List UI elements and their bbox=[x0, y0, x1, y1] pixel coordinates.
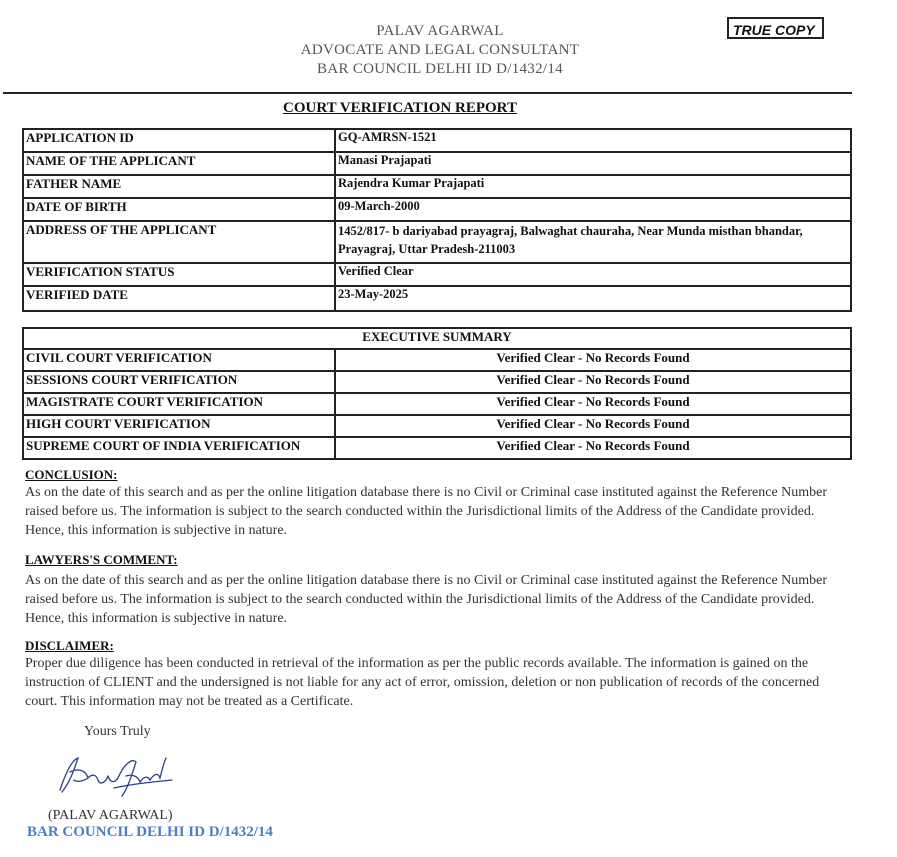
row-label: APPLICATION ID bbox=[23, 129, 335, 152]
table-row bbox=[23, 393, 851, 415]
row-label: HIGH COURT VERIFICATION bbox=[23, 415, 335, 437]
row-value: Manasi Prajapati bbox=[335, 152, 851, 175]
true-copy-stamp: TRUE COPY bbox=[727, 17, 824, 39]
signatory-bar-id: BAR COUNCIL DELHI ID D/1432/14 bbox=[27, 824, 273, 840]
summary-title: EXECUTIVE SUMMARY bbox=[23, 328, 851, 349]
table-row bbox=[23, 152, 851, 175]
row-label: SESSIONS COURT VERIFICATION bbox=[23, 371, 335, 393]
table-row bbox=[23, 198, 851, 221]
row-value: Verified Clear - No Records Found bbox=[335, 349, 851, 371]
row-value: Rajendra Kumar Prajapati bbox=[335, 175, 851, 198]
row-value: Verified Clear - No Records Found bbox=[335, 437, 851, 459]
table-row bbox=[23, 286, 851, 311]
applicant-details-table bbox=[22, 128, 852, 312]
row-value: Verified Clear - No Records Found bbox=[335, 415, 851, 437]
advocate-designation: ADVOCATE AND LEGAL CONSULTANT bbox=[300, 42, 580, 58]
report-title: COURT VERIFICATION REPORT bbox=[283, 100, 517, 116]
table-row bbox=[23, 263, 851, 286]
row-label: VERIFICATION STATUS bbox=[23, 263, 335, 286]
table-row bbox=[23, 175, 851, 198]
lawyers-comment-heading: LAWYERS'S COMMENT: bbox=[25, 552, 178, 567]
row-value: Verified Clear - No Records Found bbox=[335, 393, 851, 415]
table-row bbox=[23, 437, 851, 459]
table-row bbox=[23, 349, 851, 371]
row-label: DATE OF BIRTH bbox=[23, 198, 335, 221]
conclusion-heading: CONCLUSION: bbox=[25, 467, 118, 482]
row-label: SUPREME COURT OF INDIA VERIFICATION bbox=[23, 437, 335, 459]
row-value: Verified Clear - No Records Found bbox=[335, 371, 851, 393]
signatory-name: (PALAV AGARWAL) bbox=[48, 808, 173, 823]
executive-summary-table bbox=[22, 327, 852, 460]
handwritten-signature bbox=[52, 752, 182, 802]
row-label: VERIFIED DATE bbox=[23, 286, 335, 311]
row-label: CIVIL COURT VERIFICATION bbox=[23, 349, 335, 371]
row-value: 23-May-2025 bbox=[335, 286, 851, 311]
conclusion-text: As on the date of this search and as per the online litigation database there is no Civil or Criminal case instituted against the Reference Number raised before us. The information is subject to the search conducted within the Jurisdictional limits of the Address of the Candidate provided. Hence, this information is subjective in nature. bbox=[25, 485, 828, 538]
row-label: FATHER NAME bbox=[23, 175, 335, 198]
row-value: 09-March-2000 bbox=[335, 198, 851, 221]
row-label: NAME OF THE APPLICANT bbox=[23, 152, 335, 175]
closing-salutation: Yours Truly bbox=[84, 724, 151, 739]
table-row bbox=[23, 371, 851, 393]
row-value: 1452/817- b dariyabad prayagraj, Balwaghat chauraha, Near Munda misthan bhandar, Prayagraj, Uttar Pradesh-211003 bbox=[335, 221, 851, 263]
row-value: GQ-AMRSN-1521 bbox=[335, 129, 851, 152]
lawyers-comment-text: As on the date of this search and as per the online litigation database there is no Civil or Criminal case instituted against the Reference Number raised before us. The information is subject to the search conducted within the Jurisdictional limits of the Address of the Candidate provided. Hence, this information is subjective in nature. bbox=[25, 573, 828, 626]
advocate-name: PALAV AGARWAL bbox=[376, 23, 504, 39]
disclaimer-heading: DISCLAIMER: bbox=[25, 638, 114, 653]
row-label: MAGISTRATE COURT VERIFICATION bbox=[23, 393, 335, 415]
advocate-bar-id: BAR COUNCIL DELHI ID D/1432/14 bbox=[317, 61, 563, 77]
row-label: ADDRESS OF THE APPLICANT bbox=[23, 221, 335, 263]
row-value: Verified Clear bbox=[335, 263, 851, 286]
table-row bbox=[23, 221, 851, 263]
disclaimer-text: Proper due diligence has been conducted in retrieval of the information as per the public records available. The information is gained on the instruction of CLIENT and the undersigned is not liable for any act of error, omission, deletion or non publication of records of the concerned court. This information may not be treated as a Certificate. bbox=[25, 656, 820, 709]
header-divider bbox=[3, 92, 852, 94]
summary-title-row bbox=[23, 328, 851, 349]
table-row bbox=[23, 415, 851, 437]
table-row bbox=[23, 129, 851, 152]
